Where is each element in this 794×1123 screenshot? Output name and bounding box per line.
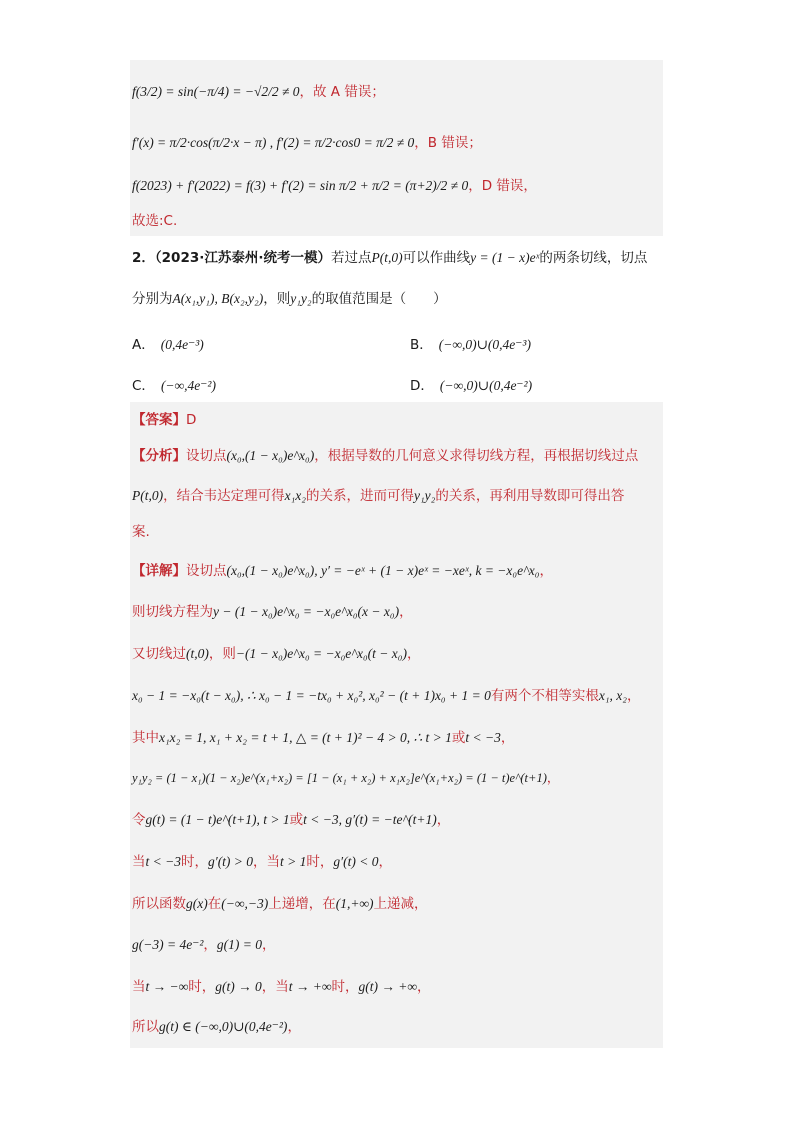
- detail-line: 当t → −∞时，g(t) → 0，当t → +∞时，g(t) → +∞，: [132, 979, 431, 995]
- detail-line: 其中x₁x₂ = 1, x₁ + x₂ = t + 1, △ = (t + 1)² − 4 > 0, ∴ t > 1或t < −3，: [132, 730, 515, 746]
- detail-line: y₁y₂ = (1 − x₁)(1 − x₂)e^(x₁+x₂) = [1 − (x₁ + x₂) + x₁x₂]e^(x₁+x₂) = (1 − t)e^(t+1)，: [132, 770, 560, 785]
- detail-line: 【详解】设切点(x₀,(1 − x₀)e^x₀), y′ = −eˣ + (1 − x)eˣ = −xeˣ, k = −x₀e^x₀，: [132, 563, 553, 579]
- option-a[interactable]: A． (0,4e⁻³): [132, 337, 204, 353]
- option-c[interactable]: C． (−∞,4e⁻²): [132, 378, 216, 394]
- option-b[interactable]: B． (−∞,0)∪(0,4e⁻³): [410, 337, 531, 353]
- solution-line: f′(x) = π/2·cos(π/2·x − π) , f′(2) = π/2·cos0 = π/2 ≠ 0，B 错误；: [132, 135, 482, 151]
- solution-line: f(2023) + f′(2022) = f(3) + f′(2) = sin π/2 + π/2 = (π+2)/2 ≠ 0，D 错误，: [132, 178, 537, 194]
- detail-line: 则切线方程为y − (1 − x₀)e^x₀ = −x₀e^x₀(x − x₀)，: [132, 604, 413, 620]
- detail-line: x₀ − 1 = −x₀(t − x₀), ∴ x₀ − 1 = −tx₀ + x₀², x₀² − (t + 1)x₀ + 1 = 0有两个不相等实根x₁, x₂，: [132, 688, 641, 704]
- detail-line: 所以g(t) ∈ (−∞,0)∪(0,4e⁻²)，: [132, 1019, 301, 1035]
- analysis-line-2: P(t,0)，结合韦达定理可得x₁x₂的关系，进而可得y₁y₂的关系，再利用导数即可得出答: [132, 488, 625, 504]
- detail-line: 令g(t) = (1 − t)e^(t+1), t > 1或t < −3, g′(t) = −te^(t+1)，: [132, 812, 451, 828]
- analysis-line-1: 【分析】设切点(x₀,(1 − x₀)e^x₀)，根据导数的几何意义求得切线方程，再根据切线过点: [132, 448, 639, 464]
- detail-line: 当t < −3时，g′(t) > 0，当t > 1时，g′(t) < 0，: [132, 854, 392, 870]
- answer-line: 【答案】D: [132, 412, 197, 428]
- option-d[interactable]: D． (−∞,0)∪(0,4e⁻²): [410, 378, 533, 394]
- question-line-2: 分别为A(x₁,y₁), B(x₂,y₂)，则y₁y₂的取值范围是（ ）: [132, 291, 447, 307]
- detail-line: 所以函数g(x)在(−∞,−3)上递增，在(1,+∞)上递减，: [132, 896, 428, 912]
- solution-line: f(3/2) = sin(−π/4) = −√2/2 ≠ 0，故 A 错误；: [132, 84, 385, 100]
- question-line-1: 2．（2023·江苏泰州·统考一模）若过点P(t,0)可以作曲线y = (1 − x)eˣ的两条切线，切点: [132, 250, 648, 266]
- detail-line: g(−3) = 4e⁻²，g(1) = 0，: [132, 937, 276, 953]
- analysis-line-3: 案.: [132, 524, 150, 540]
- detail-line: 又切线过(t,0)，则−(1 − x₀)e^x₀ = −x₀e^x₀(t − x₀)，: [132, 646, 421, 662]
- solution-line: 故选:C.: [132, 213, 178, 229]
